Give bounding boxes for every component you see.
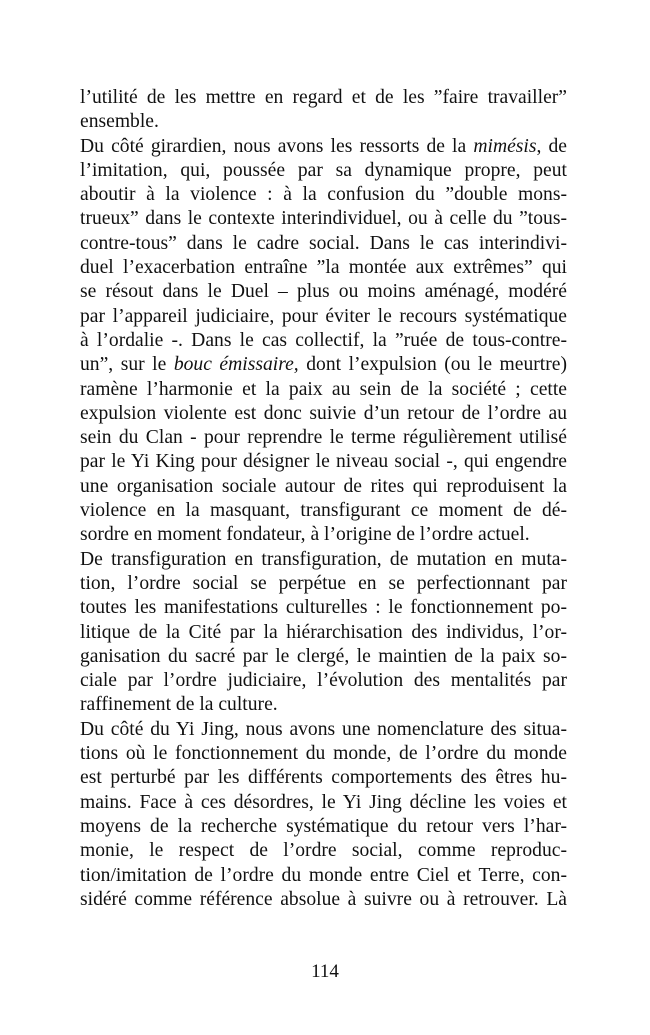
- text-run: par l’appareil judiciaire, pour éviter le recours systématique: [80, 305, 567, 327]
- text-run: tion, l’ordre social se perpétue en se perfectionnant par: [80, 572, 567, 594]
- text-line: [80, 864, 567, 888]
- text-line: [80, 693, 567, 717]
- text-run: sordre en moment fondateur, à l’origine de l’ordre actuel.: [80, 524, 530, 546]
- page-number: 114: [311, 961, 339, 982]
- text-line: [80, 645, 567, 669]
- text-run: expulsion violente est donc suivie d’un retour de l’ordre au: [80, 402, 567, 424]
- text-line: [80, 159, 567, 183]
- text-run: ganisation du sacré par le clergé, le maintien de la paix so-: [80, 645, 567, 667]
- text-run: mains. Face à ces désordres, le Yi Jing décline les voies et: [80, 791, 567, 813]
- text-line: [80, 548, 567, 572]
- text-line: [80, 621, 567, 645]
- text-run: violence en la masquant, transfigurant ce moment de dé-: [80, 500, 567, 522]
- text-line: [80, 499, 567, 523]
- text-line: [80, 280, 567, 304]
- text-line: [80, 402, 567, 426]
- text-run: Du côté du Yi Jing, nous avons une nomenclature des situa-: [80, 718, 567, 740]
- text-line: [80, 426, 567, 450]
- text-line: [80, 305, 567, 329]
- text-line: [80, 766, 567, 790]
- text-run: , de: [536, 135, 568, 157]
- text-run: duel l’exacerbation entraîne ”la montée aux extrêmes” qui: [80, 257, 567, 279]
- text-line: [80, 329, 567, 353]
- text-line: [80, 596, 567, 620]
- text-line: [80, 86, 567, 110]
- text-line: [80, 742, 567, 766]
- text-run: dont l’expulsion (ou le meurtre): [298, 354, 567, 376]
- text-line: [80, 378, 567, 402]
- text-run: par le Yi King pour désigner le niveau social -, qui engendre: [80, 451, 567, 473]
- text-line: [80, 839, 567, 863]
- text-line: [80, 475, 567, 499]
- text-run: aboutir à la violence : à la confusion du ”double mons-: [80, 184, 567, 206]
- text-line: [80, 232, 567, 256]
- text-line: [80, 572, 567, 596]
- text-run: litique de la Cité par la hiérarchisation des individus, l’or-: [80, 621, 567, 643]
- text-run: à l’ordalie -. Dans le cas collectif, la ”ruée de tous-contre-: [80, 329, 567, 351]
- text-run: contre-tous” dans le cadre social. Dans le cas interindivi-: [80, 232, 567, 254]
- italic-term: bouc émissaire,: [173, 354, 299, 376]
- text-line: [80, 523, 567, 547]
- text-line: [80, 353, 567, 377]
- text-line: [80, 450, 567, 474]
- text-run: toutes les manifestations culturelles : le fonctionnement po-: [80, 597, 567, 619]
- text-run: raffinement de la culture.: [80, 694, 278, 716]
- text-line: [80, 888, 567, 912]
- text-run: tions où le fonctionnement du monde, de l’ordre du monde: [80, 743, 567, 765]
- body-text: [80, 86, 567, 912]
- text-run: l’utilité de les mettre en regard et de les ”faire travailler”: [80, 87, 567, 108]
- text-run: une organisation sociale autour de rites qui reproduisent la: [80, 475, 567, 497]
- text-line: [80, 135, 567, 159]
- text-run: sidéré comme référence absolue à suivre ou à retrouver. Là: [80, 888, 567, 910]
- italic-term: mimésis: [473, 135, 537, 157]
- text-line: [80, 207, 567, 231]
- text-run: trueux” dans le contexte interindividuel, ou à celle du ”tous-: [80, 208, 567, 230]
- text-run: ciale par l’ordre judiciaire, l’évolution des mentalités par: [80, 670, 567, 692]
- text-line: [80, 791, 567, 815]
- text-run: ramène l’harmonie et la paix au sein de la société ; cette: [80, 378, 567, 400]
- text-line: [80, 110, 567, 134]
- text-run: un”, sur le: [80, 354, 174, 376]
- text-run: se résout dans le Duel – plus ou moins aménagé, modéré: [80, 281, 567, 303]
- text-run: tion/imitation de l’ordre du monde entre Ciel et Terre, con-: [80, 864, 567, 886]
- text-line: [80, 815, 567, 839]
- text-run: ensemble.: [80, 111, 159, 133]
- text-run: De transfiguration en transfiguration, de mutation en muta-: [80, 548, 567, 570]
- text-line: [80, 718, 567, 742]
- text-line: [80, 669, 567, 693]
- text-run: Du côté girardien, nous avons les ressorts de la: [80, 135, 474, 157]
- text-run: sein du Clan - pour reprendre le terme régulièrement utilisé: [80, 427, 567, 449]
- text-line: [80, 183, 567, 207]
- text-run: moyens de la recherche systématique du retour vers l’har-: [80, 815, 567, 837]
- text-run: monie, le respect de l’ordre social, comme reproduc-: [80, 840, 567, 862]
- text-line: [80, 256, 567, 280]
- text-run: est perturbé par les différents comportements des êtres hu-: [80, 767, 567, 789]
- text-run: l’imitation, qui, poussée par sa dynamique propre, peut: [80, 159, 567, 181]
